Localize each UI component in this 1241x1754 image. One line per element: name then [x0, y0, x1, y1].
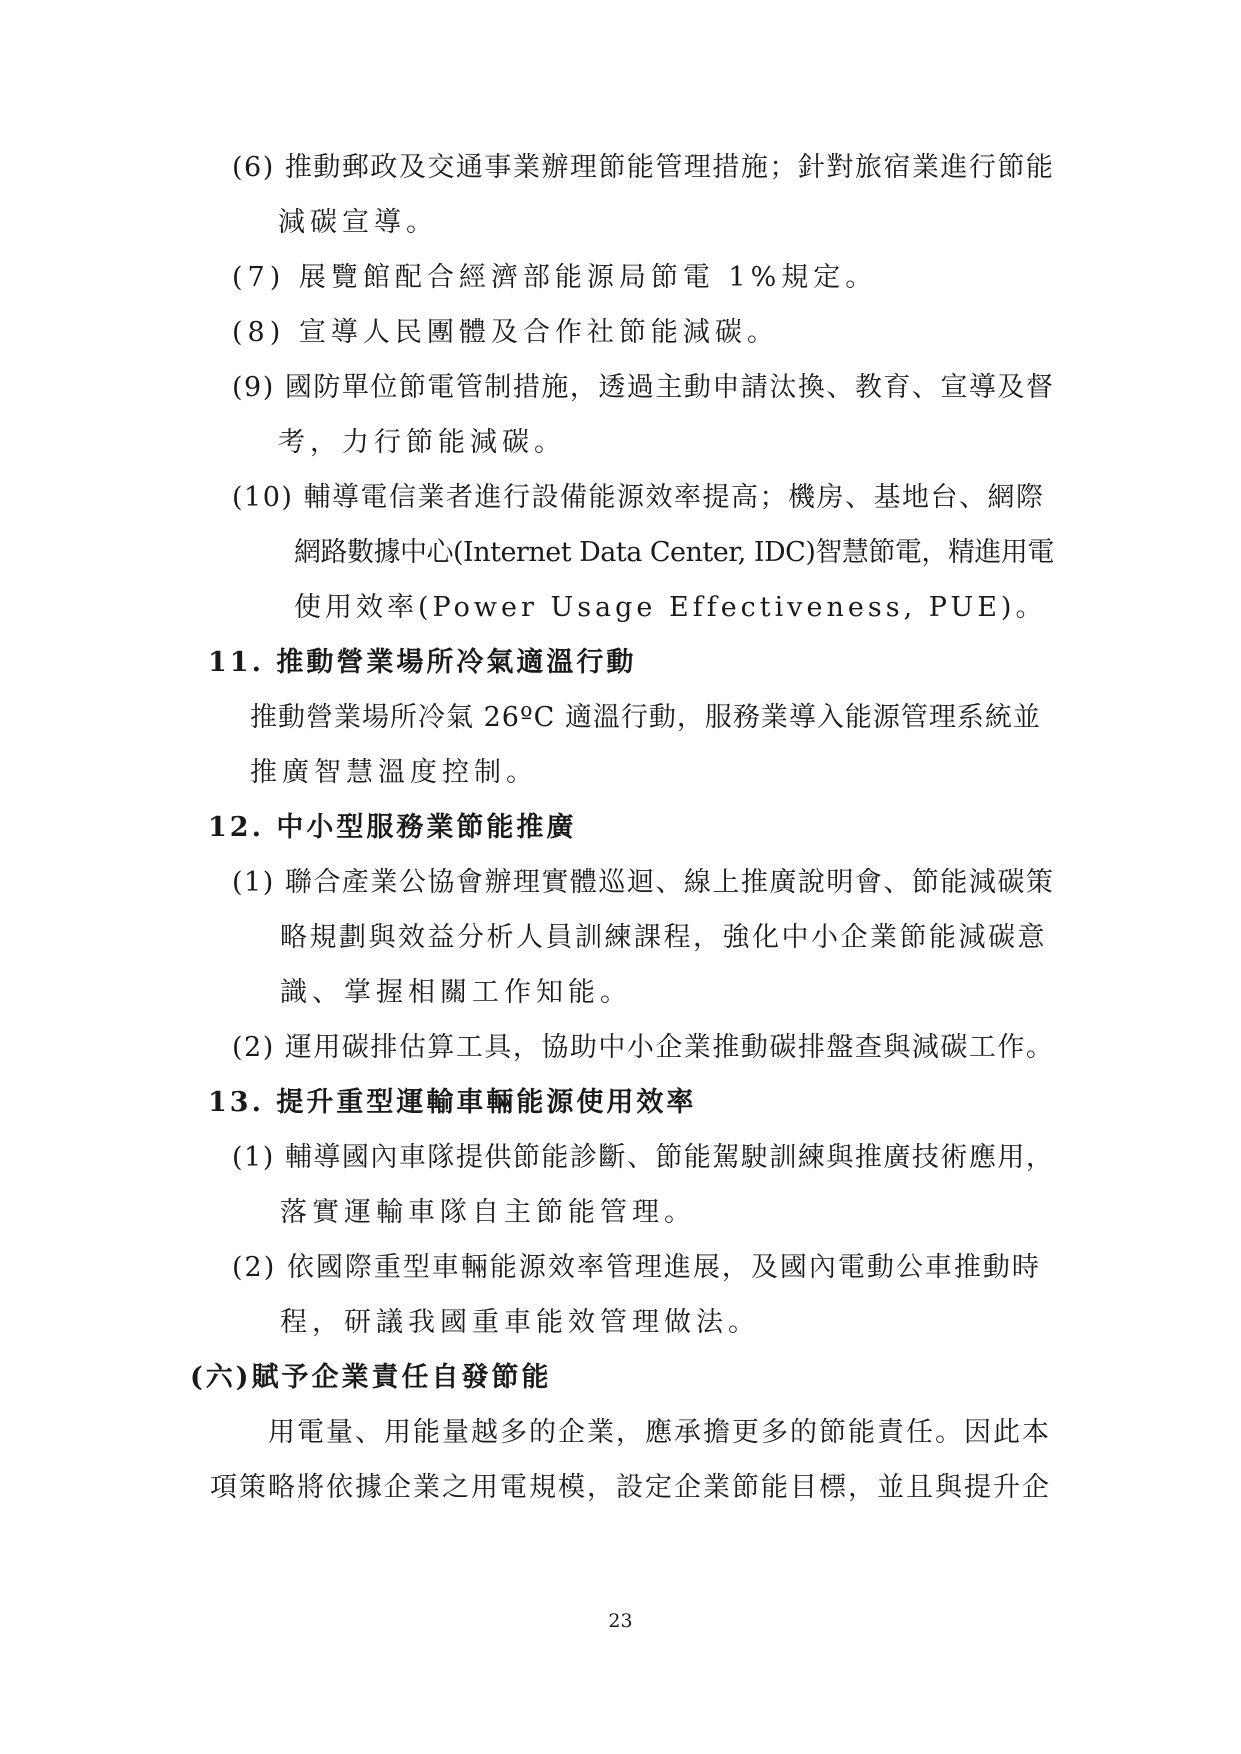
section-13-item-2-line-2: 程，研議我國重車能效管理做法。 — [280, 1307, 760, 1338]
section-13-item-1-line-2: 落實運輸車隊自主節能管理。 — [280, 1197, 696, 1228]
section-11-para-line-2: 推廣智慧溫度控制。 — [250, 757, 538, 788]
section-11-para-line-1: 推動營業場所冷氣 26ºC 適溫行動，服務業導入能源管理系統並 — [250, 702, 1041, 733]
item-6-line-2: 減碳宣導。 — [278, 207, 438, 238]
item-10-line-2: 網路數據中心(Internet Data Center, IDC)智慧節電，精進用電 — [294, 537, 1054, 568]
section-6-para-line-1: 用電量、用能量越多的企業，應承擔更多的節能責任。因此本 — [268, 1417, 1051, 1448]
section-6-heading: (六)賦予企業責任自發節能 — [190, 1362, 552, 1393]
item-10-line-1: (10) 輔導電信業者進行設備能源效率提高；機房、基地台、網際 — [232, 482, 1045, 513]
item-10-line-3: 使用效率(Power Usage Effectiveness, PUE)。 — [294, 592, 1047, 623]
item-9-line-1: (9) 國防單位節電管制措施，透過主動申請汰換、教育、宣導及督 — [232, 372, 1055, 403]
section-13-heading: 13. 提升重型運輸車輛能源使用效率 — [208, 1087, 697, 1118]
item-8: (8) 宣導人民團體及合作社節能減碳。 — [232, 317, 779, 348]
section-6-para-line-2: 項策略將依據企業之用電規模，設定企業節能目標，並且與提升企 — [210, 1472, 1051, 1503]
section-12-item-1-line-1: (1) 聯合產業公協會辦理實體巡迴、線上推廣說明會、節能減碳策 — [232, 867, 1055, 898]
section-13-item-1-line-1: (1) 輔導國內車隊提供節能診斷、節能駕駛訓練與推廣技術應用， — [232, 1142, 1055, 1173]
section-12-item-1-line-2: 略規劃與效益分析人員訓練課程，強化中小企業節能減碳意 — [280, 922, 1047, 953]
section-12-item-1-line-3: 識、掌握相關工作知能。 — [280, 977, 632, 1008]
item-9-line-2: 考，力行節能減碳。 — [278, 427, 566, 458]
item-6-line-1: (6) 推動郵政及交通事業辦理節能管理措施；針對旅宿業進行節能 — [232, 152, 1055, 183]
item-7: (7) 展覽館配合經濟部能源局節電 1%規定。 — [232, 262, 878, 293]
section-11-heading: 11. 推動營業場所冷氣適溫行動 — [208, 647, 637, 678]
page-number: 23 — [608, 1610, 633, 1632]
section-12-heading: 12. 中小型服務業節能推廣 — [208, 812, 577, 843]
section-13-item-2-line-1: (2) 依國際重型車輛能源效率管理進展，及國內電動公車推動時 — [232, 1252, 1041, 1283]
section-12-item-2: (2) 運用碳排估算工具，協助中小企業推動碳排盤查與減碳工作。 — [232, 1032, 1055, 1063]
